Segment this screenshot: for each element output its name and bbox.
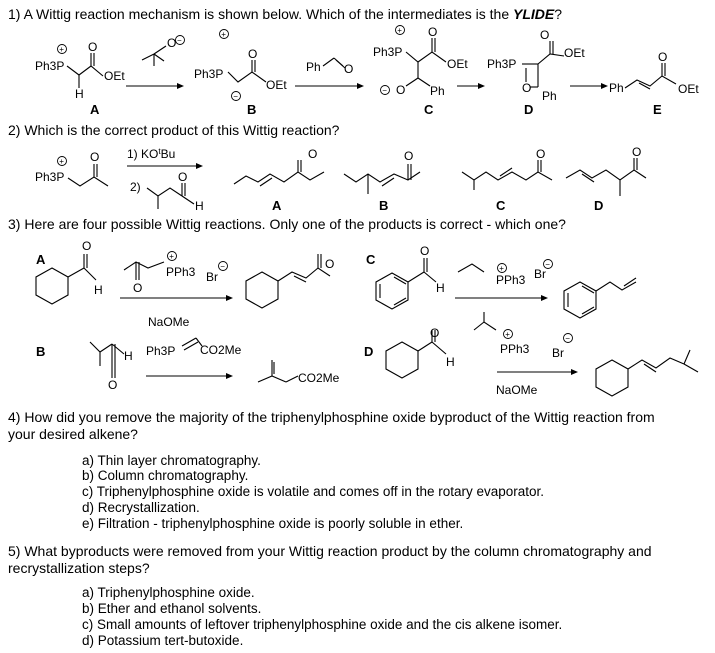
co2me-label: CO2Me bbox=[298, 371, 340, 385]
q2-ylide bbox=[35, 150, 108, 186]
question-1-emphasis: YLIDE bbox=[513, 6, 555, 22]
ph3p-label: Ph3P bbox=[487, 57, 517, 71]
charge-minus: − bbox=[220, 262, 225, 271]
q2-option-c bbox=[462, 147, 552, 213]
charge-minus: − bbox=[565, 334, 570, 343]
q3-label-c: C bbox=[366, 252, 376, 267]
q5-option-a[interactable]: a) Triphenylphosphine oxide. bbox=[82, 585, 255, 600]
charge-plus: + bbox=[59, 157, 64, 166]
charge-plus: + bbox=[505, 330, 510, 339]
q2-reagents bbox=[127, 147, 204, 213]
oxygen-label: O bbox=[420, 244, 430, 258]
q2-label-d: D bbox=[594, 198, 604, 213]
charge-plus: + bbox=[169, 252, 174, 261]
co2me-label: CO2Me bbox=[200, 343, 242, 357]
oxygen-label: O bbox=[308, 147, 318, 161]
q1-tbutoxide bbox=[142, 36, 185, 67]
question-4 bbox=[8, 409, 655, 443]
oxygen-label: O bbox=[178, 170, 188, 184]
q4-option-c[interactable]: c) Triphenylphosphine oxide is volatile and comes off in the rotary evaporator. bbox=[82, 484, 545, 499]
q4-option-b[interactable]: b) Column chromatography. bbox=[82, 468, 249, 483]
charge-minus: − bbox=[233, 92, 238, 101]
charge-plus: + bbox=[397, 26, 402, 35]
oxygen-label: O bbox=[167, 36, 177, 50]
q3-reaction-c bbox=[366, 244, 636, 318]
oet-label: OEt bbox=[447, 57, 468, 71]
oxygen-label: O bbox=[108, 378, 118, 392]
oxygen-label: O bbox=[658, 50, 668, 64]
q4-option-e[interactable]: e) Filtration - triphenylphosphine oxide is poorly soluble in ether. bbox=[82, 516, 464, 531]
charge-plus: + bbox=[499, 264, 504, 273]
pph3-label: PPh3 bbox=[500, 342, 530, 356]
oxygen-label: O bbox=[536, 147, 546, 161]
label-c: C bbox=[424, 102, 434, 117]
oxygen-label: O bbox=[90, 150, 100, 164]
pph3-label: PPh3 bbox=[496, 273, 526, 287]
charge-plus: + bbox=[59, 45, 64, 54]
reagent-step2: 2) bbox=[130, 180, 141, 194]
q2-label-a: A bbox=[272, 198, 282, 213]
bromide-label: Br bbox=[552, 346, 564, 360]
q1-structure-b bbox=[194, 30, 287, 118]
phenyl-label: Ph bbox=[609, 81, 624, 95]
hydrogen-label: H bbox=[94, 283, 103, 297]
q3-reaction-a bbox=[36, 239, 334, 329]
hydrogen-label: H bbox=[75, 87, 84, 101]
charge-minus: − bbox=[382, 86, 387, 95]
oxygen-label: O bbox=[325, 257, 335, 271]
q5-option-c[interactable]: c) Small amounts of leftover triphenylphosphine oxide and the cis alkene isomer. bbox=[82, 617, 563, 632]
q1-structure-c bbox=[373, 25, 468, 117]
oet-label: OEt bbox=[678, 82, 699, 96]
q5-option-d[interactable]: d) Potassium tert-butoxide. bbox=[82, 633, 244, 648]
label-e: E bbox=[653, 102, 662, 117]
charge-plus: + bbox=[221, 30, 226, 39]
q2-option-b bbox=[344, 149, 420, 213]
label-a: A bbox=[90, 102, 100, 117]
hydrogen-label: H bbox=[446, 355, 455, 369]
q3-reaction-d bbox=[364, 312, 698, 397]
label-d: D bbox=[524, 102, 534, 117]
q1-structure-a bbox=[35, 40, 125, 117]
ph3p-label: Ph3P bbox=[194, 67, 224, 81]
phenyl-label: Ph bbox=[306, 60, 321, 74]
oxygen-label: O bbox=[248, 47, 258, 61]
question-2: 2) Which is the correct product of this Wittig reaction? bbox=[8, 122, 340, 138]
reagent-naome: NaOMe bbox=[148, 315, 190, 329]
q2-label-c: C bbox=[496, 198, 506, 213]
oxygen-label: O bbox=[430, 326, 440, 340]
oet-label: OEt bbox=[104, 69, 125, 83]
label-b: B bbox=[247, 102, 257, 117]
q1-benzaldehyde bbox=[306, 58, 353, 76]
q1-structure-d bbox=[487, 28, 585, 117]
oet-label: OEt bbox=[564, 46, 585, 60]
charge-minus: − bbox=[545, 260, 550, 269]
phenyl-label: Ph bbox=[430, 84, 445, 98]
ph3p-label: Ph3P bbox=[146, 344, 176, 358]
bromide-label: Br bbox=[206, 270, 218, 284]
oxygen-label: O bbox=[344, 62, 354, 76]
reagent-naome: NaOMe bbox=[496, 383, 538, 397]
hydrogen-label: H bbox=[436, 281, 445, 295]
oxygen-label: O bbox=[133, 281, 143, 295]
q2-label-b: B bbox=[379, 198, 389, 213]
q4-option-a[interactable]: a) Thin layer chromatography. bbox=[82, 453, 261, 468]
q1-structure-e bbox=[609, 50, 699, 117]
oet-label: OEt bbox=[266, 78, 287, 92]
pph3-label: PPh3 bbox=[166, 265, 196, 279]
q3-label-a: A bbox=[36, 252, 46, 267]
q4-option-d[interactable]: d) Recrystallization. bbox=[82, 500, 200, 515]
q2-option-a bbox=[234, 147, 324, 213]
oxygen-label: O bbox=[522, 81, 532, 95]
oxygen-label: O bbox=[404, 149, 414, 163]
oxygen-label: O bbox=[540, 28, 550, 42]
question-4-line2: your desired alkene? bbox=[8, 426, 138, 442]
bromide-label: Br bbox=[534, 267, 546, 281]
question-1-text: 1) A Wittig reaction mechanism is shown below. Which of the intermediates is the bbox=[8, 6, 514, 22]
charge-minus: − bbox=[177, 36, 182, 45]
oxygen-label: O bbox=[632, 145, 642, 159]
question-1-mark: ? bbox=[554, 6, 563, 22]
oxygen-label: O bbox=[428, 25, 438, 39]
phenyl-label: Ph bbox=[542, 89, 557, 103]
q5-option-b[interactable]: b) Ether and ethanol solvents. bbox=[82, 601, 262, 616]
q3-reaction-b bbox=[36, 338, 340, 392]
q3-label-b: B bbox=[36, 344, 46, 359]
ph3p-label: Ph3P bbox=[373, 45, 403, 59]
question-4-line1: 4) How did you remove the majority of the triphenylphosphine oxide byproduct of the Wittig reaction from bbox=[8, 409, 655, 425]
oxygen-label: O bbox=[396, 83, 406, 97]
ph3p-label: Ph3P bbox=[35, 59, 65, 73]
hydrogen-label: H bbox=[124, 349, 133, 363]
oxygen-label: O bbox=[88, 40, 98, 54]
question-3: 3) Here are four possible Wittig reactions. Only one of the products is correct - which one? bbox=[8, 216, 566, 232]
question-5: 5) What byproducts were removed from your Wittig reaction product by the column chromatography and recrystallization steps? bbox=[8, 543, 652, 576]
oxygen-label: O bbox=[82, 239, 92, 253]
reagent-step1: 1) $KO^tBu$ bbox=[127, 147, 176, 161]
q3-label-d: D bbox=[364, 344, 374, 359]
hydrogen-label: H bbox=[195, 199, 204, 213]
ph3p-label: Ph3P bbox=[35, 170, 65, 184]
q2-option-d bbox=[566, 145, 646, 213]
